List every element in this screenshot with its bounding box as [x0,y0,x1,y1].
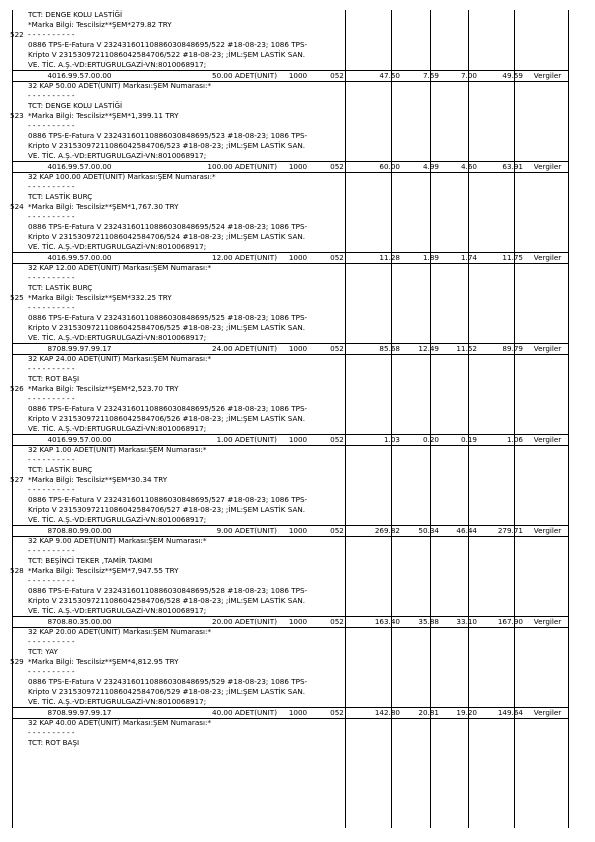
amount-2: 4.60 [460,162,477,171]
description-line: - - - - - - - - - - [28,182,75,191]
description-line: Kripto V 231530972110860425847​06/527 #18-08-23; ;İML:ŞEM LASTİK SAN. [28,505,306,514]
value: 85.68 [379,344,400,353]
taxes-link[interactable]: Vergiler [533,435,562,444]
tariff-code: 8708.80.35.00.00 [47,617,112,626]
table-row [12,434,569,445]
amount-2: 0.19 [460,435,477,444]
description-line: 32 KAP 12.00 ADET(UNIT) Markası:ŞEM Numarası:* [28,263,212,272]
description-line: 0886 TPS-E-Fatura V 232431601108860308486​95/525 #18-08-23; 1086 TPS- [28,313,308,322]
table-border-left [12,10,13,828]
description-line: TCT: LASTİK BURÇ [28,283,93,292]
origin-code: 052 [330,708,344,717]
description-line: Kripto V 231530972110860425847​06/522 #18-08-23; ;İML:ŞEM LASTİK SAN. [28,50,306,59]
unit-code: 1000 [288,253,308,262]
description-line: - - - - - - - - - - [28,121,75,130]
quantity: 50.00 ADET(UNIT) [212,71,277,80]
description-line: - - - - - - - - - - [28,30,75,39]
value: 11.28 [379,253,400,262]
value: 47.50 [379,71,400,80]
description-line: - - - - - - - - - - [28,576,75,585]
column-divider [345,10,346,828]
description-line: VE. TİC. A.Ş.-VD:ERTUGRULGAZİ-VN:8010068917; [28,242,207,251]
description-line: - - - - - - - - - - [28,637,75,646]
description-line: 32 KAP 24.00 ADET(UNIT) Markası:ŞEM Numarası:* [28,354,212,363]
description-line: TCT: DENGE KOLU LASTİĞİ [28,101,123,110]
taxes-link[interactable]: Vergiler [533,617,562,626]
description-line: 32 KAP 100.00 ADET(UNIT) Markası:ŞEM Numarası:* [28,172,216,181]
table-border-right [568,10,569,828]
unit-code: 1000 [288,435,308,444]
amount-1: 1.89 [422,253,439,262]
description-line: - - - - - - - - - - [28,394,75,403]
quantity: 12.00 ADET(UNIT) [212,253,277,262]
taxes-link[interactable]: Vergiler [533,253,562,262]
description-line: Kripto V 231530972110860425847​06/524 #18-08-23; ;İML:ŞEM LASTİK SAN. [28,232,306,241]
total: 89.79 [502,344,523,353]
description-line: TCT: BEŞİNCİ TEKER ,TAMİR TAKIMI [28,556,153,565]
origin-code: 052 [330,435,344,444]
description-line: 0886 TPS-E-Fatura V 232431601108860308486​95/529 #18-08-23; 1086 TPS- [28,677,308,686]
tariff-code: 4016.99.57.00.00 [47,435,112,444]
description-line: VE. TİC. A.Ş.-VD:ERTUGRULGAZİ-VN:8010068917; [28,424,207,433]
amount-1: 50.34 [418,526,439,535]
origin-code: 052 [330,617,344,626]
quantity: 20.00 ADET(UNIT) [212,617,277,626]
origin-code: 052 [330,344,344,353]
amount-2: 7.00 [460,71,477,80]
amount-1: 12.49 [418,344,439,353]
column-divider [514,10,515,828]
value: 142.80 [374,708,400,717]
description-line: - - - - - - - - - - [28,364,75,373]
item-index: 528 [10,566,24,575]
quantity: 40.00 ADET(UNIT) [212,708,277,717]
item-index: 527 [10,475,24,484]
description-line: - - - - - - - - - - [28,455,75,464]
tariff-code: 4016.99.57.00.00 [47,71,112,80]
table-row [12,707,569,718]
description-line: - - - - - - - - - - [28,667,75,676]
item-index: 522 [10,30,24,39]
value: 269.82 [374,526,400,535]
description-line: TCT: DENGE KOLU LASTİĞİ [28,10,123,19]
description-line: Kripto V 231530972110860425847​06/526 #18-08-23; ;İML:ŞEM LASTİK SAN. [28,414,306,423]
description-line: 32 KAP 20.00 ADET(UNIT) Markası:ŞEM Numarası:* [28,627,212,636]
column-divider [468,10,469,828]
description-line: VE. TİC. A.Ş.-VD:ERTUGRULGAZİ-VN:8010068917; [28,606,207,615]
description-line: 0886 TPS-E-Fatura V 232431601108860308486​95/524 #18-08-23; 1086 TPS- [28,222,308,231]
total: 149.64 [497,708,523,717]
amount-2: 1.74 [460,253,477,262]
description-line: *Marka Bilgi: Tescilsiz**ŞEM*4,812.95 TRY [28,657,179,666]
description-line: - - - - - - - - - - [28,303,75,312]
total: 279.71 [497,526,523,535]
description-line: *Marka Bilgi: Tescilsiz**ŞEM*1,767.30 TRY [28,202,179,211]
description-line: *Marka Bilgi: Tescilsiz**ŞEM*7,947.55 TRY [28,566,179,575]
description-line: 0886 TPS-E-Fatura V 232431601108860308486​95/522 #18-08-23; 1086 TPS- [28,40,308,49]
tariff-code: 8708.80.99.00.00 [47,526,112,535]
description-line: 0886 TPS-E-Fatura V 232431601108860308486​95/527 #18-08-23; 1086 TPS- [28,495,308,504]
item-index: 525 [10,293,24,302]
origin-code: 052 [330,253,344,262]
tariff-code: 8708.99.97.99.17 [47,708,112,717]
total: 63.91 [502,162,523,171]
table-row [12,616,569,627]
item-index: 523 [10,111,24,120]
description-line: VE. TİC. A.Ş.-VD:ERTUGRULGAZİ-VN:8010068917; [28,333,207,342]
description-line: *Marka Bilgi: Tescilsiz**ŞEM*30.34 TRY [28,475,168,484]
item-index: 529 [10,657,24,666]
amount-2: 19.20 [456,708,477,717]
unit-code: 1000 [288,344,308,353]
item-index: 524 [10,202,24,211]
description-line: - - - - - - - - - - [28,273,75,282]
description-line: *Marka Bilgi: Tescilsiz**ŞEM*332.25 TRY [28,293,172,302]
unit-code: 1000 [288,162,308,171]
total: 11.75 [502,253,523,262]
quantity: 24.00 ADET(UNIT) [212,344,277,353]
description-line: 0886 TPS-E-Fatura V 232431601108860308486​95/523 #18-08-23; 1086 TPS- [28,131,308,140]
table-row [12,525,569,536]
quantity: 1.00 ADET(UNIT) [216,435,277,444]
total: 167.90 [497,617,523,626]
description-line: 32 KAP 40.00 ADET(UNIT) Markası:ŞEM Numarası:* [28,718,212,727]
description-line: *Marka Bilgi: Tescilsiz**ŞEM*279.82 TRY [28,20,172,29]
description-line: - - - - - - - - - - [28,546,75,555]
amount-1: 0.20 [422,435,439,444]
description-line: 32 KAP 50.00 ADET(UNIT) Markası:ŞEM Numarası:* [28,81,212,90]
quantity: 100.00 ADET(UNIT) [207,162,277,171]
description-line: Kripto V 231530972110860425847​06/525 #18-08-23; ;İML:ŞEM LASTİK SAN. [28,323,306,332]
amount-2: 11.52 [456,344,477,353]
description-line: TCT: YAY [28,647,58,656]
description-line: - - - - - - - - - - [28,485,75,494]
table-row [12,343,569,354]
unit-code: 1000 [288,71,308,80]
column-divider [430,10,431,828]
description-line: Kripto V 231530972110860425847​06/528 #18-08-23; ;İML:ŞEM LASTİK SAN. [28,596,306,605]
description-line: Kripto V 231530972110860425847​06/523 #18-08-23; ;İML:ŞEM LASTİK SAN. [28,141,306,150]
description-line: - - - - - - - - - - [28,212,75,221]
description-line: Kripto V 231530972110860425847​06/529 #18-08-23; ;İML:ŞEM LASTİK SAN. [28,687,306,696]
amount-1: 20.81 [418,708,439,717]
total: 1.06 [506,435,523,444]
tariff-code: 4016.99.57.00.00 [47,162,112,171]
description-line: VE. TİC. A.Ş.-VD:ERTUGRULGAZİ-VN:8010068917; [28,697,207,706]
description-line: 0886 TPS-E-Fatura V 232431601108860308486​95/526 #18-08-23; 1086 TPS- [28,404,308,413]
description-line: - - - - - - - - - - [28,91,75,100]
quantity: 9.00 ADET(UNIT) [216,526,277,535]
description-line: *Marka Bilgi: Tescilsiz**ŞEM*1,399.11 TRY [28,111,179,120]
amount-1: 35.88 [418,617,439,626]
description-line: TCT: ROT BAŞI [28,374,80,383]
unit-code: 1000 [288,526,308,535]
amount-2: 33.10 [456,617,477,626]
amount-2: 46.44 [456,526,477,535]
origin-code: 052 [330,162,344,171]
description-line: *Marka Bilgi: Tescilsiz**ŞEM*2,523.70 TRY [28,384,179,393]
unit-code: 1000 [288,617,308,626]
column-divider [391,10,392,828]
taxes-link[interactable]: Vergiler [533,708,562,717]
table-row [12,70,569,81]
item-index: 526 [10,384,24,393]
value: 1.03 [383,435,400,444]
description-line: 32 KAP 9.00 ADET(UNIT) Markası:ŞEM Numarası:* [28,536,207,545]
description-line: VE. TİC. A.Ş.-VD:ERTUGRULGAZİ-VN:8010068917; [28,151,207,160]
amount-1: 4.99 [422,162,439,171]
taxes-link[interactable]: Vergiler [533,526,562,535]
description-line: VE. TİC. A.Ş.-VD:ERTUGRULGAZİ-VN:8010068917; [28,60,207,69]
origin-code: 052 [330,71,344,80]
description-line: TCT: LASTİK BURÇ [28,465,93,474]
description-line: - - - - - - - - - - [28,728,75,737]
tariff-code: 4016.99.57.00.00 [47,253,112,262]
taxes-link[interactable]: Vergiler [533,162,562,171]
description-line: TCT: LASTİK BURÇ [28,192,93,201]
value: 60.00 [379,162,400,171]
description-line: VE. TİC. A.Ş.-VD:ERTUGRULGAZİ-VN:8010068917; [28,515,207,524]
table-row [12,161,569,172]
value: 163.40 [374,617,400,626]
unit-code: 1000 [288,708,308,717]
total: 49.59 [502,71,523,80]
origin-code: 052 [330,526,344,535]
description-line: 0886 TPS-E-Fatura V 232431601108860308486​95/528 #18-08-23; 1086 TPS- [28,586,308,595]
amount-1: 7.59 [422,71,439,80]
tariff-code: 8708.99.97.99.17 [47,344,112,353]
description-line: TCT: ROT BAŞI [28,738,80,747]
taxes-link[interactable]: Vergiler [533,71,562,80]
table-row [12,252,569,263]
taxes-link[interactable]: Vergiler [533,344,562,353]
description-line: 32 KAP 1.00 ADET(UNIT) Markası:ŞEM Numarası:* [28,445,207,454]
